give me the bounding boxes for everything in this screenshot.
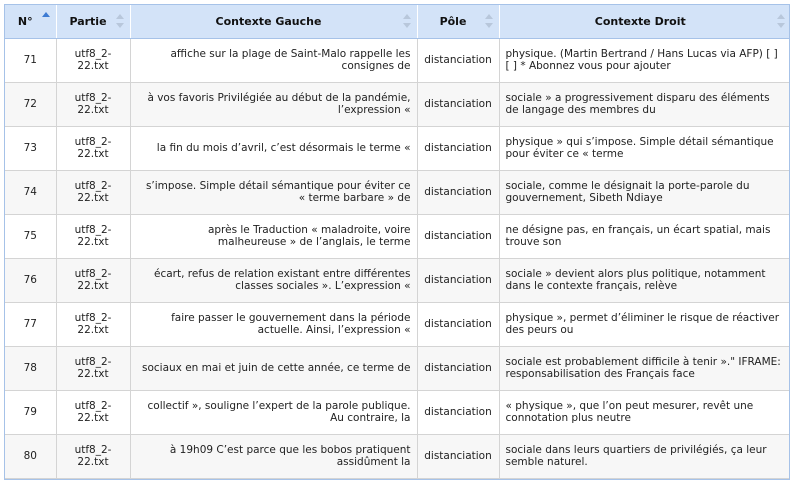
cell-contexte-gauche: sociaux en mai et juin de cette année, ce terme de: [130, 346, 417, 390]
cell-contexte-gauche: affiche sur la plage de Saint-Malo rappelle les consignes de: [130, 38, 417, 82]
column-header-label: Partie: [69, 14, 107, 28]
cell-contexte-gauche: à vos favoris Privilégiée au début de la pandémie, l’expression «: [130, 82, 417, 126]
table-row[interactable]: [5, 38, 790, 82]
cell-pole: distanciation: [417, 346, 499, 390]
cell-contexte-droit: physique. (Martin Bertrand / Hans Lucas via AFP) [ ] [ ] * Abonnez vous pour ajouter: [499, 38, 790, 82]
cell-num: 76: [5, 258, 56, 302]
table-header-row: [5, 5, 790, 38]
table-row[interactable]: [5, 170, 790, 214]
cell-contexte-droit: ne désigne pas, en français, un écart spatial, mais trouve son: [499, 214, 790, 258]
column-header-num[interactable]: [5, 5, 56, 38]
table-row[interactable]: [5, 434, 790, 478]
table-row[interactable]: [5, 126, 790, 170]
cell-contexte-gauche: à 19h09 C’est parce que les bobos pratiquent assidûment la: [130, 434, 417, 478]
column-header-partie[interactable]: [56, 5, 130, 38]
cell-contexte-gauche: la fin du mois d’avril, c’est désormais le terme «: [130, 126, 417, 170]
cell-pole: distanciation: [417, 258, 499, 302]
cell-num: 71: [5, 38, 56, 82]
table-row[interactable]: [5, 390, 790, 434]
cell-contexte-droit: physique » qui s’impose. Simple détail sémantique pour éviter ce « terme: [499, 126, 790, 170]
cell-pole: distanciation: [417, 302, 499, 346]
cell-num: 77: [5, 302, 56, 346]
table-row[interactable]: [5, 82, 790, 126]
cell-pole: distanciation: [417, 434, 499, 478]
cell-contexte-gauche: écart, refus de relation existant entre différentes classes sociales ». L’expression «: [130, 258, 417, 302]
cell-num: 75: [5, 214, 56, 258]
column-header-label: Pôle: [439, 14, 467, 28]
cell-partie: utf8_2-22.txt: [56, 38, 130, 82]
cell-contexte-droit: sociale » devient alors plus politique, notamment dans le contexte français, relève: [499, 258, 790, 302]
cell-partie: utf8_2-22.txt: [56, 258, 130, 302]
cell-pole: distanciation: [417, 170, 499, 214]
sort-both-icon: [116, 14, 124, 28]
cell-partie: utf8_2-22.txt: [56, 346, 130, 390]
column-header-contexte-gauche[interactable]: [130, 5, 417, 38]
column-header-pole[interactable]: [417, 5, 499, 38]
cell-partie: utf8_2-22.txt: [56, 214, 130, 258]
cell-pole: distanciation: [417, 390, 499, 434]
cell-pole: distanciation: [417, 38, 499, 82]
cell-contexte-gauche: après le Traduction « maladroite, voire malheureuse » de l’anglais, le terme: [130, 214, 417, 258]
concordance-table-container: [4, 4, 790, 480]
table-row[interactable]: [5, 346, 790, 390]
table-row[interactable]: [5, 258, 790, 302]
cell-num: 74: [5, 170, 56, 214]
cell-partie: utf8_2-22.txt: [56, 126, 130, 170]
cell-contexte-gauche: collectif », souligne l’expert de la parole publique. Au contraire, la: [130, 390, 417, 434]
cell-pole: distanciation: [417, 214, 499, 258]
cell-partie: utf8_2-22.txt: [56, 170, 130, 214]
cell-partie: utf8_2-22.txt: [56, 390, 130, 434]
cell-pole: distanciation: [417, 126, 499, 170]
concordance-table: [5, 5, 790, 479]
cell-contexte-droit: sociale dans leurs quartiers de privilégiés, ça leur semble naturel.: [499, 434, 790, 478]
cell-pole: distanciation: [417, 82, 499, 126]
table-row[interactable]: [5, 214, 790, 258]
cell-partie: utf8_2-22.txt: [56, 434, 130, 478]
cell-contexte-gauche: s’impose. Simple détail sémantique pour éviter ce « terme barbare » de: [130, 170, 417, 214]
cell-num: 80: [5, 434, 56, 478]
cell-num: 72: [5, 82, 56, 126]
column-header-label: N°: [17, 14, 33, 28]
table-row[interactable]: [5, 302, 790, 346]
cell-contexte-droit: sociale, comme le désignait la porte-parole du gouvernement, Sibeth Ndiaye: [499, 170, 790, 214]
cell-contexte-gauche: faire passer le gouvernement dans la période actuelle. Ainsi, l’expression «: [130, 302, 417, 346]
cell-partie: utf8_2-22.txt: [56, 82, 130, 126]
sort-both-icon: [777, 14, 785, 28]
sort-ascending-icon: [42, 12, 50, 26]
sort-both-icon: [485, 14, 493, 28]
cell-num: 73: [5, 126, 56, 170]
cell-contexte-droit: sociale » a progressivement disparu des éléments de langage des membres du: [499, 82, 790, 126]
cell-num: 79: [5, 390, 56, 434]
column-header-label: Contexte Gauche: [215, 14, 322, 28]
sort-both-icon: [403, 14, 411, 28]
column-header-label: Contexte Droit: [594, 14, 686, 28]
cell-partie: utf8_2-22.txt: [56, 302, 130, 346]
cell-contexte-droit: « physique », que l’on peut mesurer, revêt une connotation plus neutre: [499, 390, 790, 434]
cell-contexte-droit: physique », permet d’éliminer le risque de réactiver des peurs ou: [499, 302, 790, 346]
cell-contexte-droit: sociale est probablement difficile à tenir »." IFRAME: responsabilisation des Français face: [499, 346, 790, 390]
column-header-contexte-droit[interactable]: [499, 5, 790, 38]
cell-num: 78: [5, 346, 56, 390]
